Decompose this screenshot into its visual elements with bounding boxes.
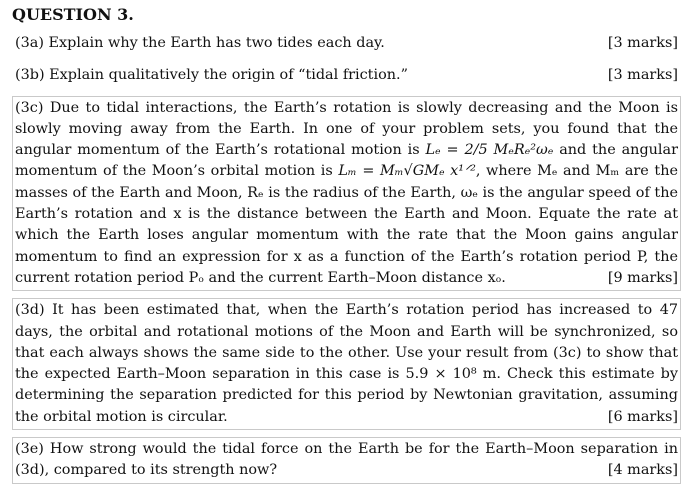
part-3b-text: (3b) Explain qualitatively the origin of “tidal friction.” [15,67,408,84]
part-3d [12,298,681,430]
part-3c-text-1: (3c) Due to tidal interactions, the Earth’s rotation is slowly decreasing and the Moon is slowly moving away from the Earth. In one of your problem sets, you found that the angular momentum of the Earth’s rotational motion is [15,99,678,159]
part-3b [12,63,681,88]
part-3a-text: (3a) Explain why the Earth has two tides each day. [15,35,385,51]
marks-3d: [6 marks] [607,408,678,425]
part-3d-text: (3d) It has been estimated that, when the Earth’s rotation period has increased to 47 days, the orbital and rotational motions of the Moon and Earth will be synchronized, so that each always shows the same side to the other. Use your result from (3c) to show that the expected Earth–Moon separation in this case is 5.9 × 10⁸ m. Check this estimate by determining the separation predicted for this period by Newtonian gravitation, assuming the orbital motion is circular. [15,302,678,425]
question-title: QUESTION 3. [12,5,134,24]
part-3e [12,437,681,484]
marks-3c: [9 marks] [607,269,678,286]
part-3a [12,31,681,56]
part-3c-text-2: and the angular momentum of the Moon’s orbital motion is [15,142,678,180]
marks-3b: [3 marks] [607,67,678,84]
part-3c-text-3: , where Mₑ and Mₘ are the masses of the Earth and Moon, Rₑ is the radius of the Earth, ωₑ is the angular speed of the Earth’s rotation and x is the distance between the Earth and Moon. Equate the rate at which the Earth loses angular momentum with the rate that the Moon gains angular momentum to find an expression for x as a function of the Earth’s rotation period P, the current rotation period Pₒ and the current Earth–Moon distance xₒ. [15,163,678,286]
equation-earth-angular-momentum: Lₑ = 2/5 MₑRₑ²ωₑ [425,142,554,159]
marks-3e: [4 marks] [607,462,678,479]
part-3c [12,96,681,292]
part-3e-text: (3e) How strong would the tidal force on the Earth be for the Earth–Moon separation in (3d), compared to its strength now? [15,441,678,479]
equation-moon-angular-momentum: Lₘ = Mₘ√GMₑ x¹ᐟ² [338,163,476,180]
marks-3a: [3 marks] [607,35,678,51]
